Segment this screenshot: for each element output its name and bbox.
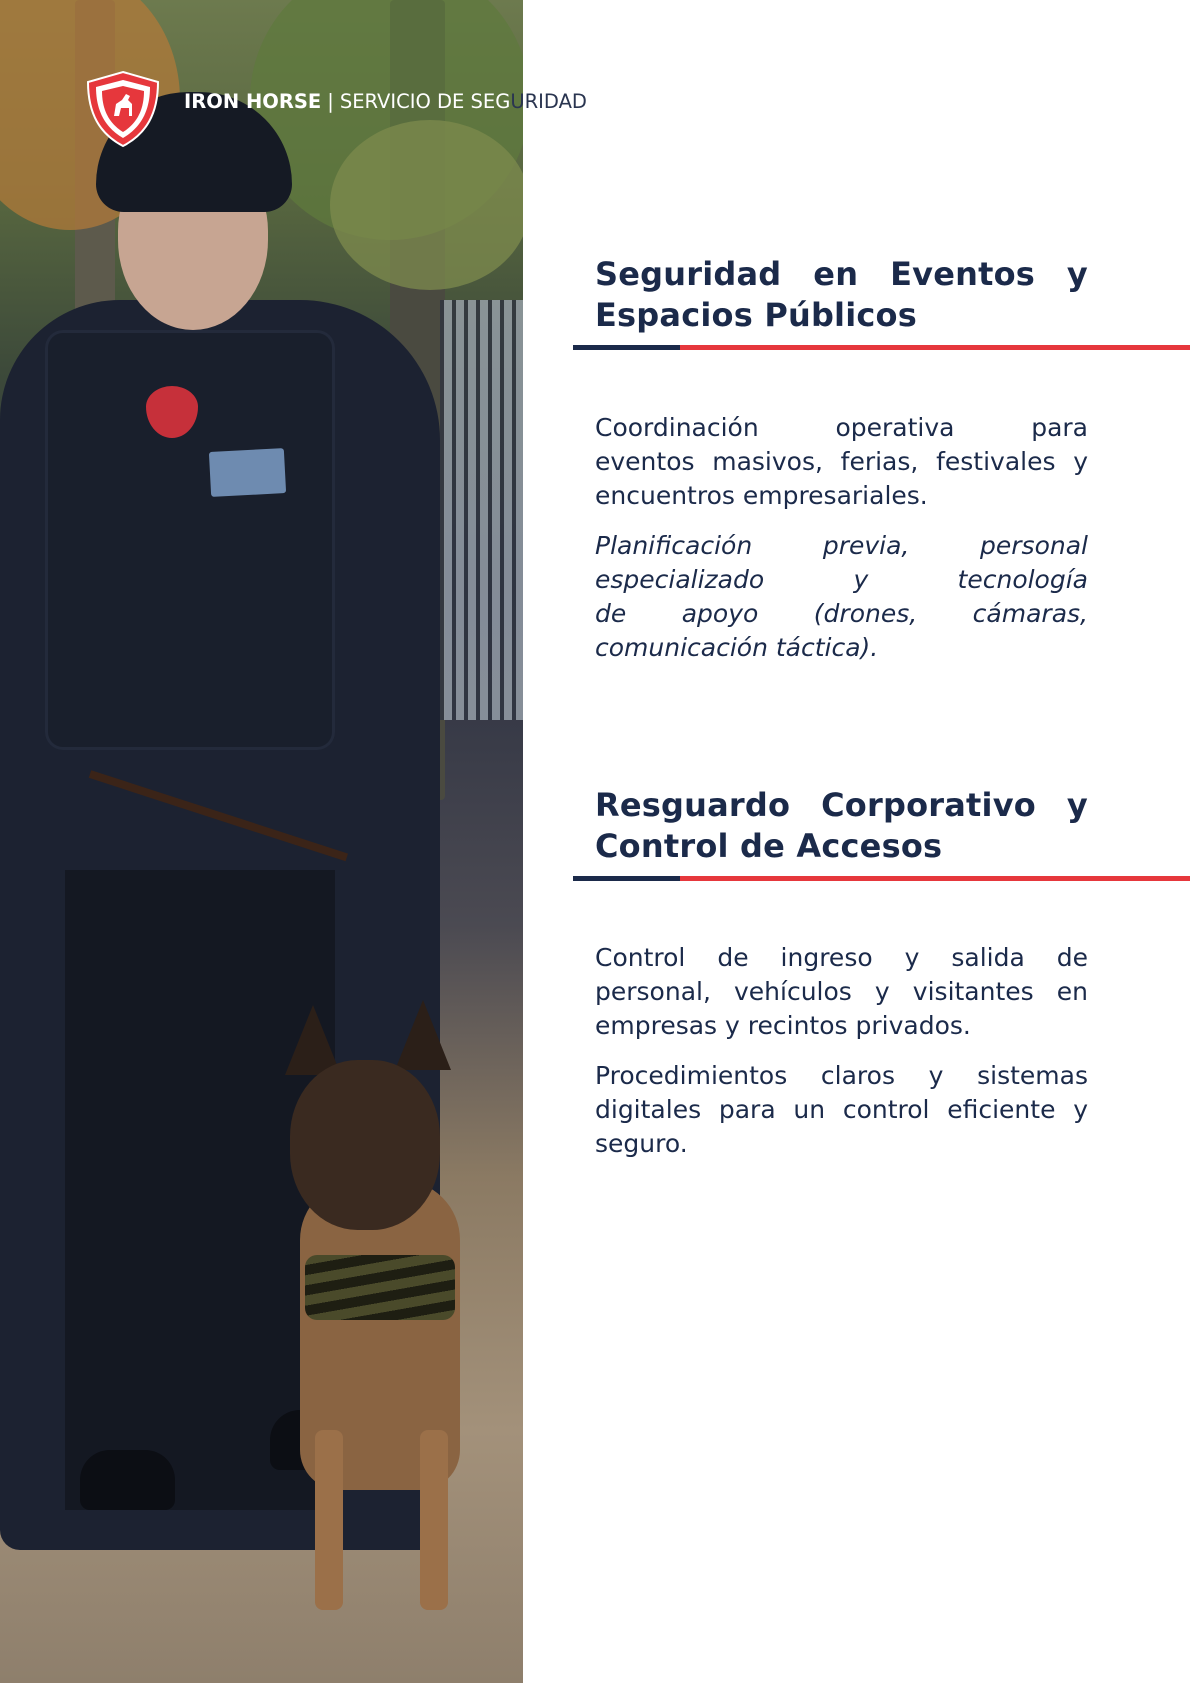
divider-red <box>680 345 1190 350</box>
section-corporate <box>595 785 1088 867</box>
paragraph-line: personal, vehículos y visitantes en <box>595 977 1088 1006</box>
paragraph-line: Planificación previa, personal <box>595 531 1088 560</box>
section-title-line: Resguardo Corporativo y <box>595 786 1088 824</box>
section-corporate-body <box>595 941 1088 1177</box>
brand-header <box>184 90 587 113</box>
id-badge <box>209 448 286 497</box>
brand-name: IRON HORSE <box>184 90 322 113</box>
paragraph-line: Coordinación operativa para <box>595 413 1088 442</box>
paragraph-line: de apoyo (drones, cámaras, <box>595 599 1088 628</box>
iron-horse-logo <box>84 70 162 148</box>
paragraph-line: eventos masivos, ferias, festivales y encuentros empresariales. <box>595 447 1088 510</box>
section-title <box>595 254 1088 336</box>
fence <box>440 300 523 720</box>
dog-ear <box>395 1000 451 1070</box>
foliage <box>330 120 523 290</box>
divider-navy <box>573 876 680 881</box>
dog-head <box>290 1060 440 1230</box>
paragraph <box>595 941 1088 1043</box>
section-title-line: Espacios Públicos <box>595 296 917 334</box>
dog-harness <box>305 1255 455 1320</box>
hero-photo <box>0 0 523 1683</box>
section-events-body <box>595 411 1088 681</box>
paragraph <box>595 411 1088 513</box>
paragraph-line: empresas y recintos privados. <box>595 1011 971 1040</box>
brand-separator: | <box>327 90 334 113</box>
section-title-line: Control de Accesos <box>595 827 943 865</box>
paragraph-line: digitales para un control eficiente y <box>595 1095 1088 1124</box>
paragraph-italic <box>595 529 1088 665</box>
section-divider <box>573 876 1190 881</box>
dog-leg <box>315 1430 343 1610</box>
dog-leg <box>420 1430 448 1610</box>
divider-red <box>680 876 1190 881</box>
paragraph-line: comunicación táctica). <box>595 633 879 662</box>
paragraph <box>595 1059 1088 1161</box>
paragraph-line: especializado y tecnología <box>595 565 1088 594</box>
divider-navy <box>573 345 680 350</box>
section-title-line: Seguridad en Eventos y <box>595 255 1088 293</box>
brand-tagline: SERVICIO DE SEG <box>339 90 511 113</box>
section-title <box>595 785 1088 867</box>
paragraph-line: Procedimientos claros y sistemas <box>595 1061 1088 1090</box>
section-divider <box>573 345 1190 350</box>
boot <box>80 1450 175 1510</box>
brand-tagline-continued: URIDAD <box>510 90 587 113</box>
paragraph-line: Control de ingreso y salida de <box>595 943 1088 972</box>
guard-dog <box>280 1030 480 1590</box>
paragraph-line: seguro. <box>595 1129 688 1158</box>
section-events <box>595 254 1088 336</box>
